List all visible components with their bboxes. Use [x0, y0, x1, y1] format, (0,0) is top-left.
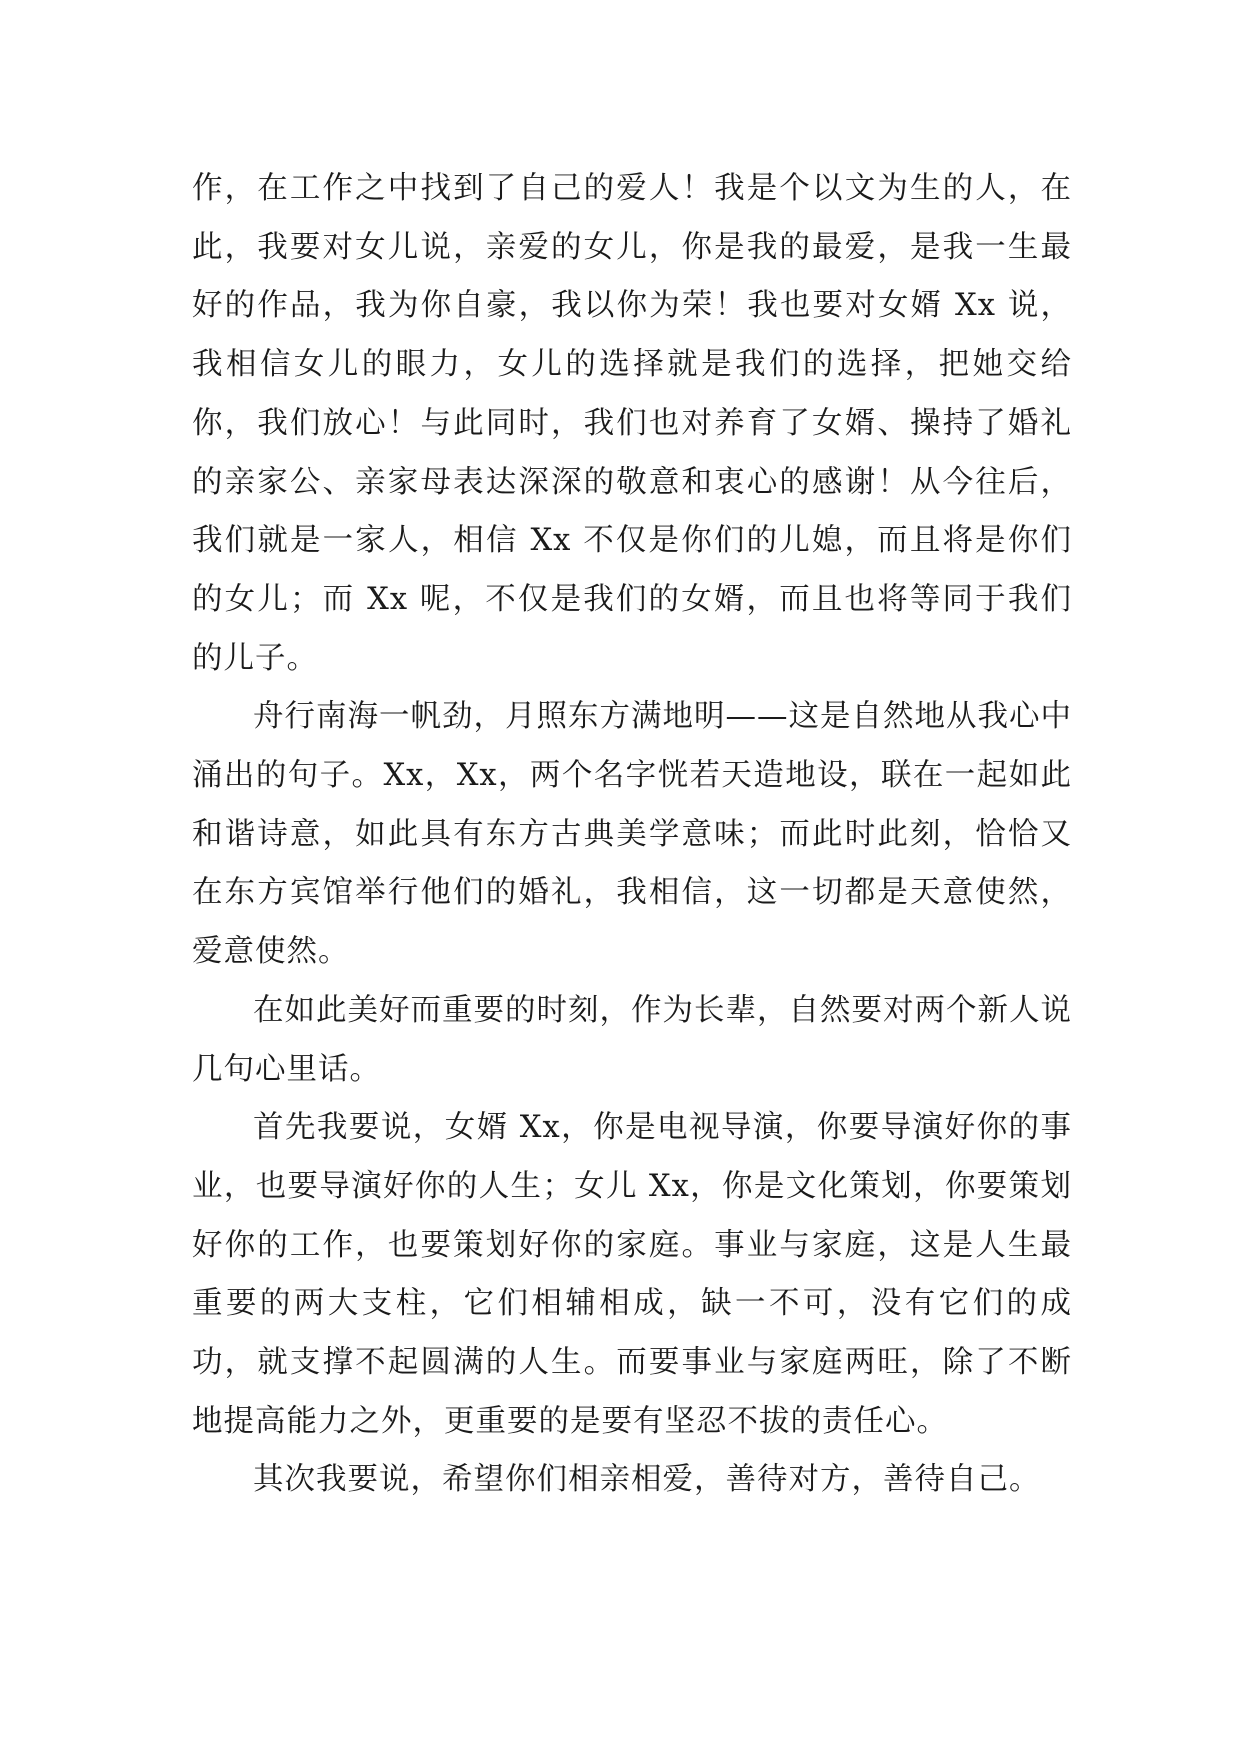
paragraph-2: 舟行南海一帆劲，月照东方满地明——这是自然地从我心中涌出的句子。Xx，Xx，两个名字恍若天造地设，联在一起如此和谐诗意，如此具有东方古典美学意味；而此时此刻，恰恰又在东方宾馆举行他们的婚礼，我相信，这一切都是天意使然，爱意使然。	[192, 699, 1072, 970]
paragraph-1: 作，在工作之中找到了自己的爱人！我是个以文为生的人，在此，我要对女儿说，亲爱的女儿，你是我的最爱，是我一生最好的作品，我为你自豪，我以你为荣！我也要对女婿 Xx 说，我相信女儿的眼力，女儿的选择就是我们的选择，把她交给你，我们放心！与此同时，我们也对养育了女婿、操持了婚礼的亲家公、亲家母表达深深的敬意和衷心的感谢！从今往后，我们就是一家人，相信 Xx 不仅是你们的儿媳，而且将是你们的女儿；而 Xx 呢，不仅是我们的女婿，而且也将等同于我们的儿子。	[192, 171, 1072, 676]
paragraph-5: 其次我要说，希望你们相亲相爱，善待对方，善待自己。	[253, 1462, 1041, 1498]
paragraph-3: 在如此美好而重要的时刻，作为长辈，自然要对两个新人说几句心里话。	[192, 992, 1072, 1087]
document-body	[192, 160, 1072, 1510]
paragraph-4: 首先我要说，女婿 Xx，你是电视导演，你要导演好你的事业，也要导演好你的人生；女儿 Xx，你是文化策划，你要策划好你的工作，也要策划好你的家庭。事业与家庭，这是人生最重要的两大支柱，它们相辅相成，缺一不可，没有它们的成功，就支撑不起圆满的人生。而要事业与家庭两旺，除了不断地提高能力之外，更重要的是要有坚忍不拔的责任心。	[192, 1110, 1072, 1439]
